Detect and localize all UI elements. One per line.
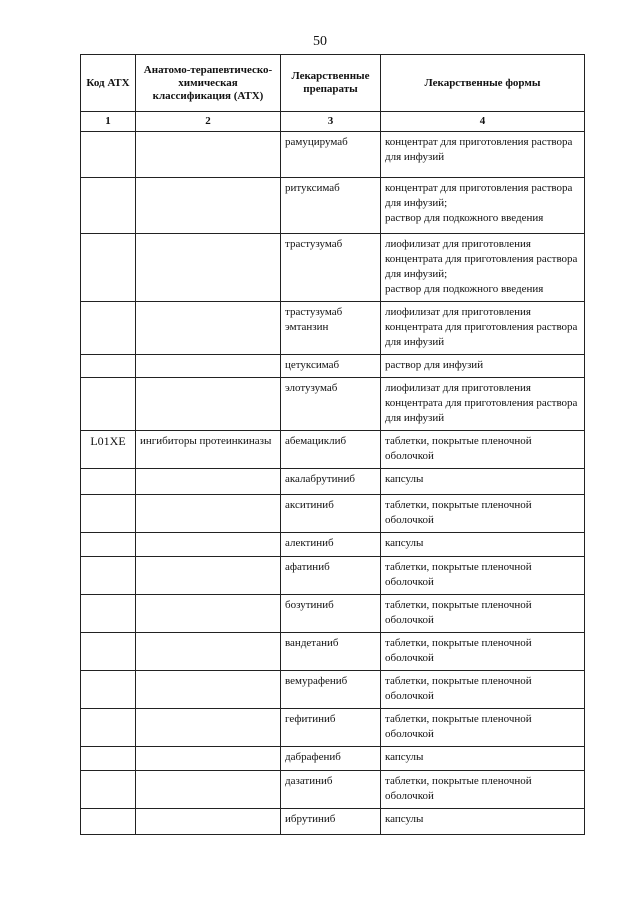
cell-dosage-forms: раствор для инфузий — [381, 355, 585, 378]
cell-atc-classification — [136, 132, 281, 178]
column-number: 1 — [81, 112, 136, 132]
cell-drug-name: дазатиниб — [281, 771, 381, 809]
table-row — [81, 533, 585, 557]
cell-dosage-forms: таблетки, покрытые пленочной оболочкой — [381, 557, 585, 595]
cell-atc-code — [81, 355, 136, 378]
cell-atc-classification — [136, 747, 281, 771]
table-row — [81, 771, 585, 809]
header-drugs: Лекарственные препараты — [281, 55, 381, 112]
cell-atc-classification — [136, 495, 281, 533]
cell-dosage-forms: таблетки, покрытые пленочной оболочкой — [381, 709, 585, 747]
cell-atc-code — [81, 557, 136, 595]
cell-drug-name: алектиниб — [281, 533, 381, 557]
column-number: 4 — [381, 112, 585, 132]
cell-atc-code — [81, 595, 136, 633]
cell-atc-classification — [136, 633, 281, 671]
header-row — [81, 55, 585, 112]
table-row — [81, 595, 585, 633]
cell-atc-classification — [136, 533, 281, 557]
cell-drug-name: трастузумаб эмтанзин — [281, 302, 381, 355]
table-row — [81, 495, 585, 533]
header-dosage-forms: Лекарственные формы — [381, 55, 585, 112]
cell-atc-code — [81, 234, 136, 302]
header-atc-classification: Анатомо-терапевтическо-химическая классификация (АТХ) — [136, 55, 281, 112]
cell-drug-name: ибрутиниб — [281, 809, 381, 835]
cell-dosage-forms: капсулы — [381, 533, 585, 557]
cell-drug-name: дабрафениб — [281, 747, 381, 771]
cell-atc-classification — [136, 178, 281, 234]
cell-atc-classification — [136, 355, 281, 378]
table-row — [81, 709, 585, 747]
cell-dosage-forms: капсулы — [381, 809, 585, 835]
cell-dosage-forms: концентрат для приготовления раствора для инфузий — [381, 132, 585, 178]
table-row — [81, 747, 585, 771]
cell-atc-classification — [136, 671, 281, 709]
table-row — [81, 132, 585, 178]
cell-drug-name: гефитиниб — [281, 709, 381, 747]
table-row — [81, 633, 585, 671]
cell-drug-name: вандетаниб — [281, 633, 381, 671]
cell-dosage-forms: лиофилизат для приготовления концентрата для приготовления раствора для инфузий — [381, 302, 585, 355]
cell-atc-classification — [136, 302, 281, 355]
cell-dosage-forms: таблетки, покрытые пленочной оболочкой — [381, 771, 585, 809]
table-row — [81, 234, 585, 302]
cell-drug-name: акалабрутиниб — [281, 469, 381, 495]
cell-atc-code — [81, 809, 136, 835]
cell-atc-code — [81, 469, 136, 495]
table-row — [81, 671, 585, 709]
table-body — [81, 132, 585, 835]
cell-dosage-forms: концентрат для приготовления раствора для инфузий; раствор для подкожного введения — [381, 178, 585, 234]
cell-atc-code — [81, 709, 136, 747]
cell-drug-name: вемурафениб — [281, 671, 381, 709]
cell-atc-classification — [136, 809, 281, 835]
page-number: 50 — [313, 34, 327, 49]
cell-dosage-forms: лиофилизат для приготовления концентрата для приготовления раствора для инфузий; раствор для подкожного введения — [381, 234, 585, 302]
cell-atc-classification — [136, 771, 281, 809]
cell-dosage-forms: таблетки, покрытые пленочной оболочкой — [381, 431, 585, 469]
table-row — [81, 378, 585, 431]
cell-atc-code — [81, 671, 136, 709]
drug-table — [80, 54, 585, 835]
cell-atc-classification: ингибиторы протеинкиназы — [136, 431, 281, 469]
cell-atc-classification — [136, 378, 281, 431]
cell-drug-name: бозутиниб — [281, 595, 381, 633]
cell-dosage-forms: таблетки, покрытые пленочной оболочкой — [381, 633, 585, 671]
cell-dosage-forms: таблетки, покрытые пленочной оболочкой — [381, 595, 585, 633]
cell-drug-name: элотузумаб — [281, 378, 381, 431]
cell-atc-classification — [136, 709, 281, 747]
cell-drug-name: афатиниб — [281, 557, 381, 595]
table-row — [81, 355, 585, 378]
cell-dosage-forms: капсулы — [381, 747, 585, 771]
cell-atc-code — [81, 633, 136, 671]
table-row — [81, 431, 585, 469]
cell-atc-code — [81, 771, 136, 809]
table-header — [81, 55, 585, 132]
cell-atc-code — [81, 302, 136, 355]
table-row — [81, 469, 585, 495]
table-row — [81, 178, 585, 234]
cell-atc-classification — [136, 557, 281, 595]
cell-atc-code — [81, 378, 136, 431]
cell-atc-code: L01XE — [81, 431, 136, 469]
cell-atc-code — [81, 132, 136, 178]
cell-atc-code — [81, 495, 136, 533]
table-row — [81, 809, 585, 835]
column-number: 3 — [281, 112, 381, 132]
cell-dosage-forms: капсулы — [381, 469, 585, 495]
cell-drug-name: цетуксимаб — [281, 355, 381, 378]
cell-atc-classification — [136, 595, 281, 633]
cell-atc-code — [81, 533, 136, 557]
table-row — [81, 557, 585, 595]
cell-drug-name: акситиниб — [281, 495, 381, 533]
cell-dosage-forms: таблетки, покрытые пленочной оболочкой — [381, 671, 585, 709]
table-row — [81, 302, 585, 355]
cell-drug-name: рамуцирумаб — [281, 132, 381, 178]
cell-drug-name: абемациклиб — [281, 431, 381, 469]
cell-atc-classification — [136, 469, 281, 495]
header-atc-code: Код АТХ — [81, 55, 136, 112]
column-number: 2 — [136, 112, 281, 132]
cell-atc-code — [81, 178, 136, 234]
cell-atc-classification — [136, 234, 281, 302]
cell-drug-name: ритуксимаб — [281, 178, 381, 234]
cell-dosage-forms: лиофилизат для приготовления концентрата для приготовления раствора для инфузий — [381, 378, 585, 431]
cell-dosage-forms: таблетки, покрытые пленочной оболочкой — [381, 495, 585, 533]
cell-atc-code — [81, 747, 136, 771]
column-number-row — [81, 112, 585, 132]
cell-drug-name: трастузумаб — [281, 234, 381, 302]
